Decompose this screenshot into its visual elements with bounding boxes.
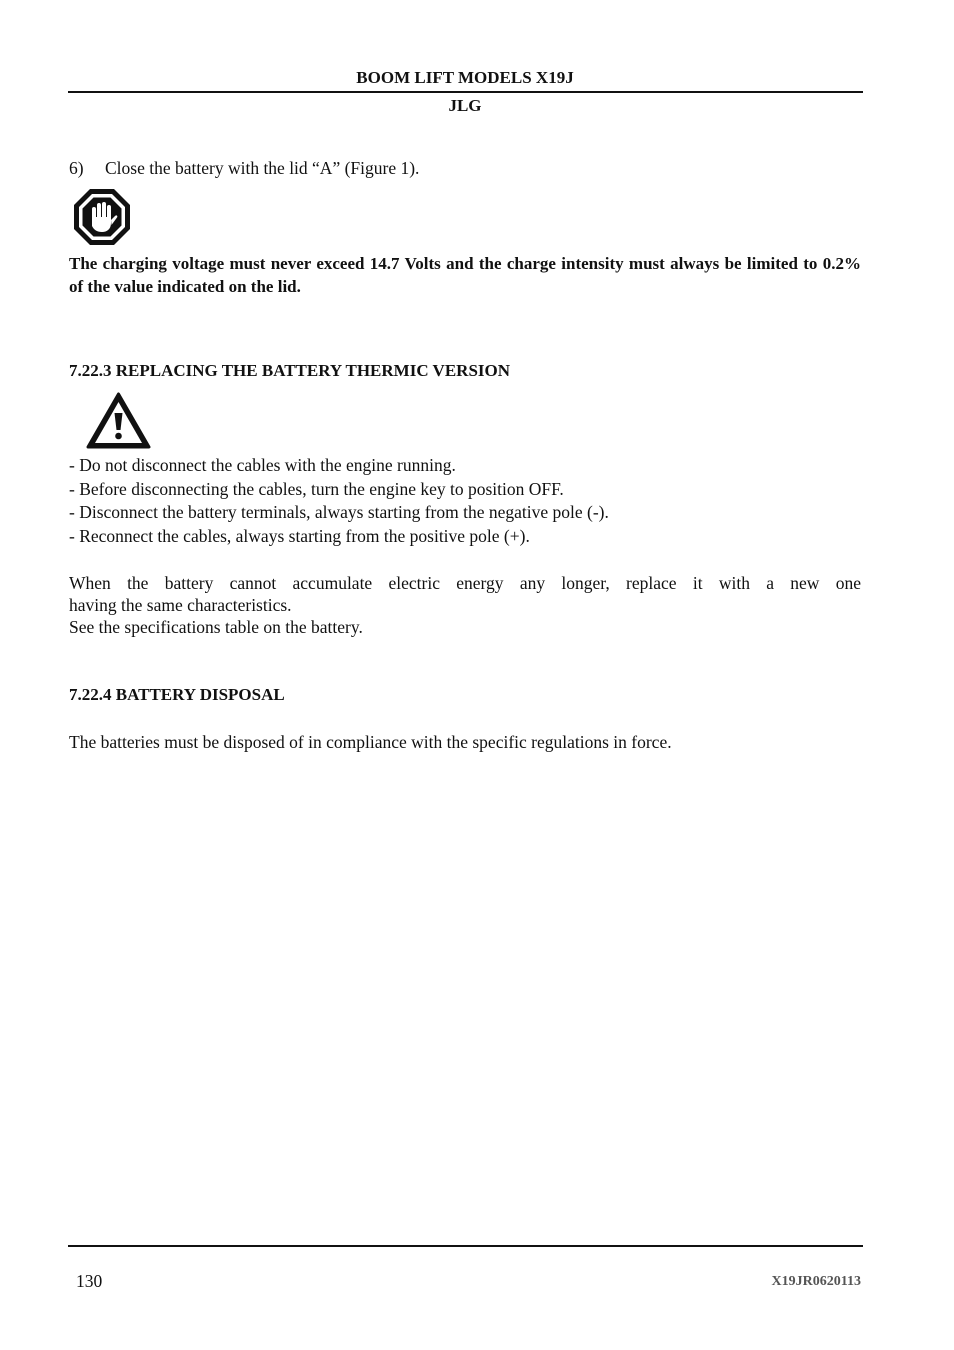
- list-item: - Disconnect the battery terminals, always starting from the negative pole (-).: [69, 502, 609, 522]
- header-brand: JLG: [448, 96, 482, 115]
- disposal-text: The batteries must be disposed of in compliance with the specific regulations in force.: [69, 732, 672, 752]
- stop-hand-icon: [73, 188, 131, 246]
- replace-paragraph-line1: [69, 572, 861, 594]
- warning-triangle-icon: [86, 392, 151, 450]
- replace-paragraph-text: When the battery cannot accumulate electric energy any longer, replace it with a new one: [69, 573, 861, 593]
- step-item: [69, 157, 419, 179]
- list-item: - Before disconnecting the cables, turn the engine key to position OFF.: [69, 478, 564, 499]
- section-heading-battery-disposal: 7.22.4 BATTERY DISPOSAL: [69, 685, 285, 704]
- section-heading-replacing-battery: 7.22.3 REPLACING THE BATTERY THERMIC VERSION: [69, 361, 511, 380]
- footer-divider: [68, 1245, 863, 1247]
- list-item: - Reconnect the cables, always starting from the positive pole (+).: [69, 525, 530, 546]
- safety-instructions-list: [69, 454, 861, 548]
- page-number: 130: [76, 1271, 103, 1291]
- step-text: Close the battery with the lid “A” (Figure 1).: [105, 158, 420, 178]
- header-title: BOOM LIFT MODELS X19J: [356, 68, 574, 87]
- step-number: 6): [69, 158, 84, 178]
- document-code: X19JR0620113: [771, 1274, 861, 1289]
- specifications-note: See the specifications table on the battery.: [69, 617, 363, 637]
- list-item: - Do not disconnect the cables with the engine running.: [69, 455, 456, 475]
- replace-paragraph-line2: having the same characteristics.: [69, 595, 292, 615]
- header-divider: [68, 91, 863, 93]
- charging-warning-text: The charging voltage must never exceed 14.7 Volts and the charge intensity must always be limited to 0.2% of the value indicated on the lid.: [69, 254, 861, 296]
